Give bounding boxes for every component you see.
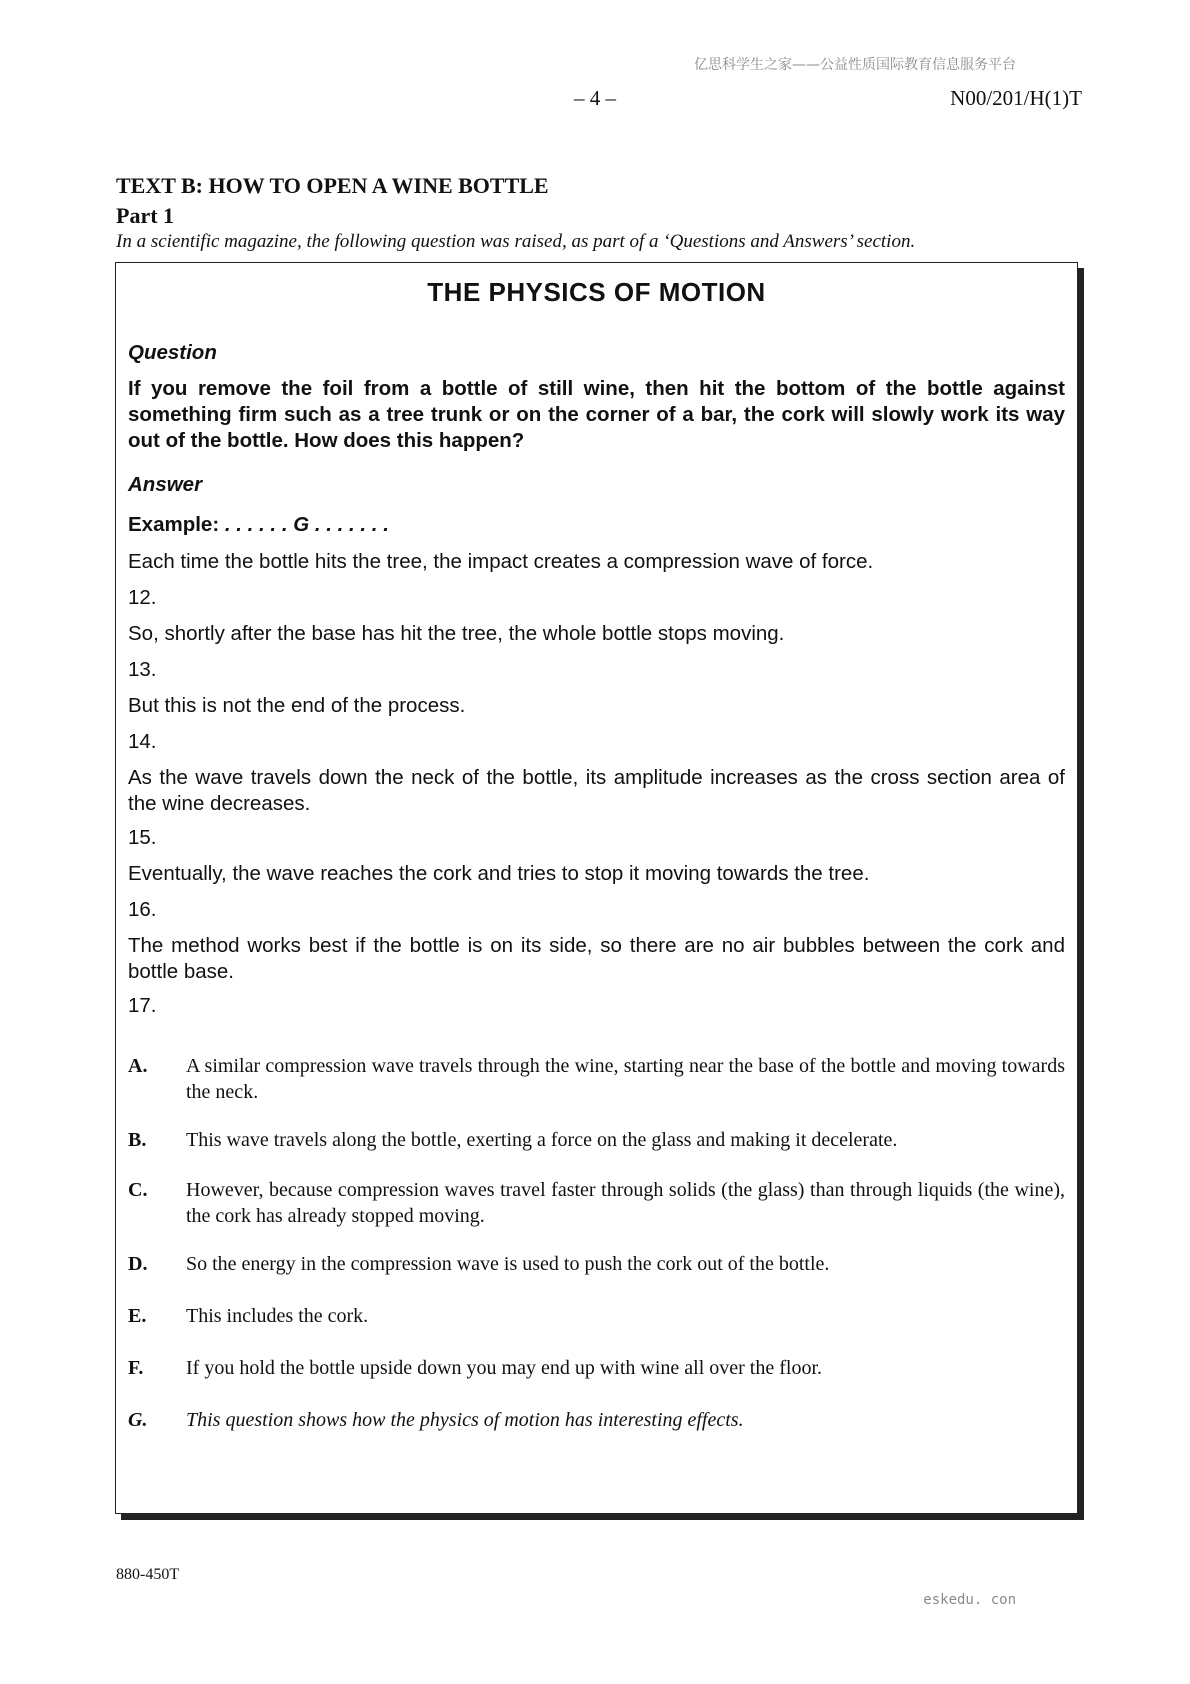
option-d [128, 1251, 1065, 1277]
option-letter: C. [128, 1179, 148, 1201]
option-c [128, 1177, 1065, 1229]
footer-watermark: eskedu. con [923, 1592, 1016, 1608]
option-f [128, 1355, 1065, 1381]
option-letter: F. [128, 1357, 144, 1379]
question-text: If you remove the foil from a bottle of still wine, then hit the bottom of the bottle against something firm such as a tree trunk or on the corner of a bar, the cork will slowly work its way out of the bottle. How does this happen? [128, 377, 1065, 452]
option-e [128, 1303, 1065, 1329]
gap-number: 15. [128, 826, 157, 849]
gap-number: 12. [128, 586, 157, 609]
footer-code: 880-450T [116, 1566, 180, 1583]
answer-line: Each time the bottle hits the tree, the impact creates a compression wave of force. [128, 550, 874, 573]
example-label: Example: [128, 513, 220, 536]
option-letter: A. [128, 1055, 148, 1077]
option-text: A similar compression wave travels through the wine, starting near the base of the bottle and moving towards the neck. [186, 1055, 1065, 1103]
question-heading: Question [128, 341, 217, 364]
header-watermark: 亿思科学生之家——公益性质国际教育信息服务平台 [694, 57, 1016, 73]
document-code: N00/201/H(1)T [950, 86, 1082, 110]
gap-number: 17. [128, 994, 157, 1017]
option-text: This question shows how the physics of motion has interesting effects. [186, 1409, 744, 1431]
option-b [128, 1127, 1065, 1153]
option-g [128, 1407, 1065, 1433]
part-label: Part 1 [116, 203, 175, 228]
option-letter: G. [128, 1409, 148, 1431]
answer-heading: Answer [128, 473, 203, 496]
option-letter: B. [128, 1129, 147, 1151]
option-text: If you hold the bottle upside down you may end up with wine all over the floor. [186, 1357, 822, 1379]
panel-title: THE PHYSICS OF MOTION [427, 277, 766, 307]
option-letter: E. [128, 1305, 147, 1327]
option-text: This wave travels along the bottle, exerting a force on the glass and making it decelerate. [186, 1129, 898, 1151]
page-number: – 4 – [574, 86, 616, 110]
gap-number: 16. [128, 898, 157, 921]
article-panel [115, 262, 1078, 1514]
example-line [128, 512, 1065, 538]
option-text: So the energy in the compression wave is used to push the cork out of the bottle. [186, 1253, 830, 1275]
section-title: TEXT B: HOW TO OPEN A WINE BOTTLE [116, 173, 549, 198]
intro-text: In a scientific magazine, the following question was raised, as part of a ‘Questions and Answers’ section. [116, 231, 916, 252]
example-answer: . . . . . . G . . . . . . . [224, 513, 389, 536]
gap-number: 13. [128, 658, 157, 681]
option-text: This includes the cork. [186, 1305, 369, 1327]
answer-line: So, shortly after the base has hit the tree, the whole bottle stops moving. [128, 622, 785, 645]
answer-line: As the wave travels down the neck of the bottle, its amplitude increases as the cross section area of the wine decreases. [128, 766, 1065, 815]
answer-line: The method works best if the bottle is on its side, so there are no air bubbles between the cork and bottle base. [128, 934, 1065, 983]
answer-line: But this is not the end of the process. [128, 694, 466, 717]
answer-line: Eventually, the wave reaches the cork and tries to stop it moving towards the tree. [128, 862, 870, 885]
option-text: However, because compression waves travel faster through solids (the glass) than through liquids (the wine), the cork has already stopped moving. [186, 1179, 1065, 1227]
gap-number: 14. [128, 730, 157, 753]
option-a [128, 1053, 1065, 1105]
option-letter: D. [128, 1253, 148, 1275]
